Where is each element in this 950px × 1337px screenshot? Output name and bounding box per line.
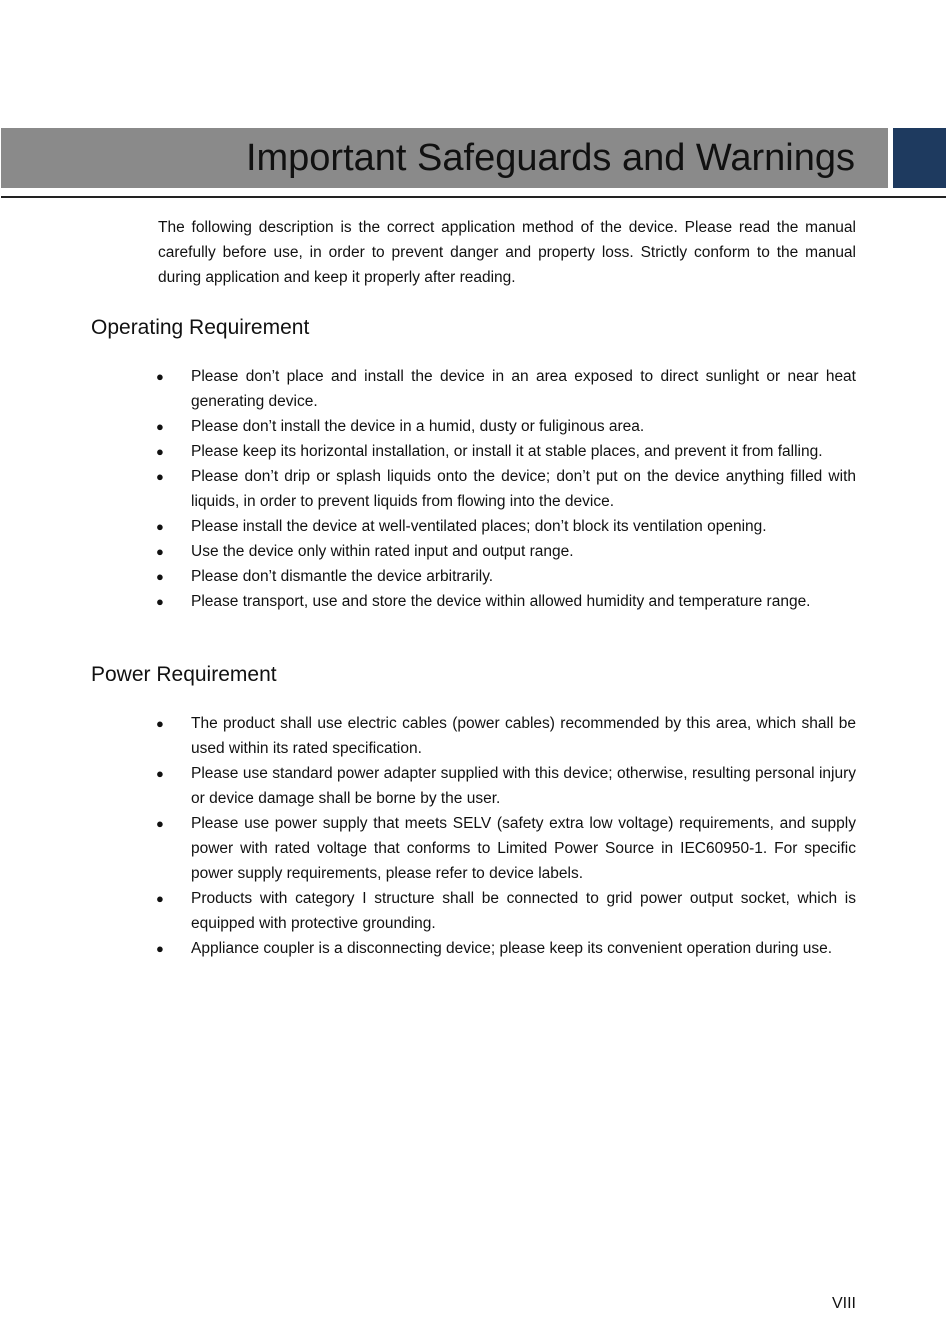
list-item-text: Please use standard power adapter supplied with this device; otherwise, resulting personal injury or device damage shall be borne by the user. [191,765,856,807]
title-accent-block [893,128,946,188]
bullet-icon: ● [156,941,164,956]
bullet-icon: ● [156,369,164,384]
list-item-text: Use the device only within rated input and output range. [191,543,574,560]
bullet-icon: ● [156,766,164,781]
list-item-text: Appliance coupler is a disconnecting device; please keep its convenient operation during use. [191,940,833,957]
list-item-text: Products with category I structure shall be connected to grid power output socket, which is equipped with protective grounding. [191,890,856,932]
list-item-text: Please install the device at well-ventilated places; don’t block its ventilation opening. [191,518,767,535]
list-item [155,414,856,439]
list-item-text: Please don’t drip or splash liquids onto the device; don’t put on the device anything filled with liquids, in order to prevent liquids from flowing into the device. [191,468,856,510]
list-item [155,539,856,564]
title-divider [1,196,946,198]
list-item-text: Please keep its horizontal installation, or install it at stable places, and prevent it from falling. [191,443,823,460]
list-item [155,711,856,761]
intro-paragraph: The following description is the correct application method of the device. Please read the manual carefully before use, in order to prevent danger and property loss. Strictly conform to the manual during application and keep it properly after reading. [158,219,856,286]
page-title: Important Safeguards and Warnings [245,137,855,179]
list-item [155,464,856,514]
list-item [155,564,856,589]
list-item-text: Please use power supply that meets SELV (safety extra low voltage) requirements, and supply power with rated voltage that conforms to Limited Power Source in IEC60950-1. For specific power supply requirements, please refer to device labels. [191,815,856,882]
section-heading-power: Power Requirement [91,663,277,686]
list-item [155,439,856,464]
list-item [155,514,856,539]
section-heading-operating: Operating Requirement [91,316,310,339]
page-number: VIII [831,1295,856,1312]
bullet-icon: ● [156,816,164,831]
list-item-text: Please don’t install the device in a humid, dusty or fuliginous area. [191,418,645,435]
power-requirement-list [155,711,856,961]
bullet-icon: ● [156,569,164,584]
list-item-text: The product shall use electric cables (power cables) recommended by this area, which shall be used within its rated specification. [191,715,856,757]
bullet-icon: ● [156,891,164,906]
bullet-icon: ● [156,544,164,559]
list-item-text: Please don’t place and install the device in an area exposed to direct sunlight or near heat generating device. [191,368,856,410]
operating-requirement-list [155,364,856,614]
list-item [155,886,856,936]
list-item [155,811,856,886]
list-item-text: Please don’t dismantle the device arbitrarily. [191,568,494,585]
list-item [155,936,856,961]
bullet-icon: ● [156,519,164,534]
bullet-icon: ● [156,444,164,459]
list-item [155,589,856,614]
list-item [155,364,856,414]
bullet-icon: ● [156,419,164,434]
list-item [155,761,856,811]
bullet-icon: ● [156,469,164,484]
bullet-icon: ● [156,594,164,609]
list-item-text: Please transport, use and store the device within allowed humidity and temperature range. [191,593,811,610]
bullet-icon: ● [156,716,164,731]
